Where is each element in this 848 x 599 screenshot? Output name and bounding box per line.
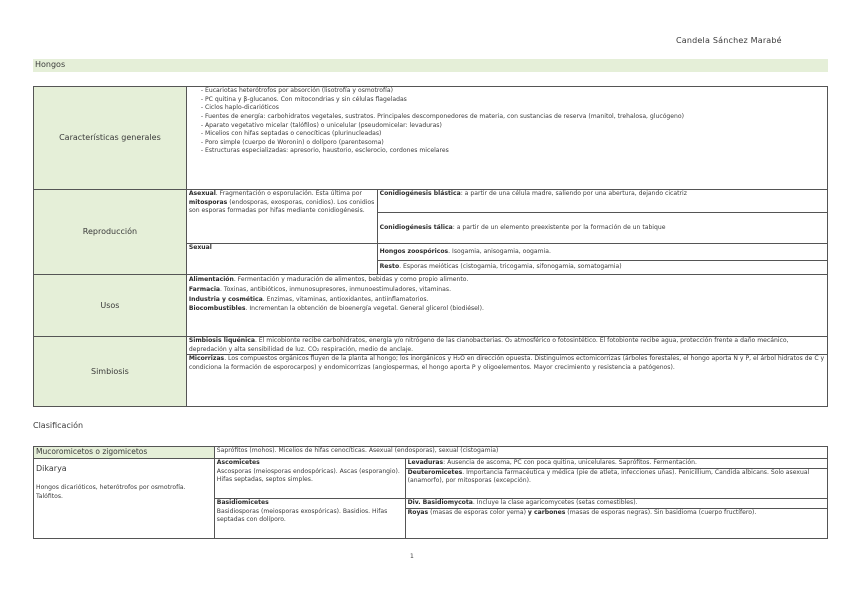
blastica-cell (377, 190, 827, 213)
dikarya-description: Hongos dicarióticos, heterótrofos por osmotrofía. Talófitos. (36, 484, 186, 500)
zoosporicos-text: . Isogamia, anisogamia, oogamia. (448, 247, 551, 255)
carbones-text: (masas de esporas negras). Sin basidioma (cuerpo fructífero). (565, 508, 757, 516)
sexual-cell (186, 244, 377, 275)
usos-item (189, 304, 825, 314)
liquenica-block (187, 337, 827, 355)
usos-heading: Biocombustibles (188, 305, 246, 313)
usos-cell (186, 275, 827, 337)
zoosporicos-heading: Hongos zoospóricos (379, 247, 449, 255)
list-item: - Eucariotas heterótrofos por absorción (lisotrofía y osmotrofía) (201, 87, 825, 96)
section-header (33, 59, 828, 72)
list-item: - Poro simple (cuerpo de Woronin) o dolíporo (parentesoma) (201, 139, 825, 148)
levaduras-block (406, 459, 827, 469)
royas-heading: Royas (407, 508, 429, 516)
ascomicetes-heading: Ascomicetes (216, 459, 260, 466)
simbiosis-label: Simbiosis (34, 337, 187, 407)
sexual-heading: Sexual (188, 244, 212, 251)
deuteromicetes-heading: Deuteromicetes (407, 468, 463, 476)
mucoromicetos-label: Mucoromicetos o zigomicetos (34, 447, 215, 459)
liquenica-heading: Simbiosis liquénica (188, 337, 255, 344)
usos-text: . Fermentación y maduración de alimentos, bebidas y como propio alimento. (233, 276, 469, 283)
asexual-cell (186, 190, 377, 244)
talica-heading: Conidiogénesis tálica (379, 223, 453, 231)
usos-item (189, 275, 825, 285)
usos-item (189, 285, 825, 295)
list-item: - Micelios con hifas septadas o cenocíticas (plurinucleadas) (201, 130, 825, 139)
caracteristicas-list (201, 87, 825, 156)
liquenica-text: . El micobionte recibe carbohidratos, energía y/o nitrógeno de las cianobacterias. O₂ atmosférico o fotosintético. El fotobionte recibe agua, protección frente a daño mecánico, depredación y alta sensibilidad de luz. CO₂ respiración, medio de anclaje. (188, 337, 789, 353)
blastica-heading: Conidiogénesis blástica (379, 190, 461, 197)
mitosporas-term: mitosporas (188, 198, 228, 206)
author-name: Candela Sánchez Marabé (676, 36, 782, 45)
ascomicetes-text: Ascosporas (meiosporas endospóricas). Ascas (esporangio). Hifas septadas, septos simples. (216, 467, 400, 484)
deuteromicetes-text: . Importancia farmacéutica y médica (pie de atleta, infecciones uñas). Penicillium, Candida albicans. Solo asexual (anamorfo), por mitosporas (excepción). (407, 468, 810, 485)
deuteromicetes-block (406, 469, 827, 486)
talica-cell (377, 213, 827, 244)
talica-text: : a partir de un elemento preexistente por la formación de un tabique (452, 223, 666, 231)
ascomicetes-subgroups (405, 459, 827, 499)
resto-cell (377, 261, 827, 275)
asexual-heading: Asexual (188, 190, 216, 197)
list-item: - Aparato vegetativo micelar (talófilos) o unicelular (pseudomicelar: levaduras) (201, 122, 825, 131)
basidiomicetes-subgroups (405, 499, 827, 539)
zoosporicos-cell (377, 244, 827, 261)
ascomicetes-cell (214, 459, 405, 499)
resto-heading: Resto (379, 263, 400, 271)
micorrizas-text: . Los compuestos orgánicos fluyen de la planta al hongo; los inorgánicos y H₂O en dirección opuesta. Distinguimos ectomicorrizas (árboles forestales, el hongo aporta N y P, el árbol hidratos de C y condiciona la formación de esporocarpos) y endomicorrizas (angiospermas, el hongo aporta P y oligoelementos. Mayor crecimiento y resistencia a patógenos). (188, 355, 825, 371)
usos-label: Usos (34, 275, 187, 337)
basidiomycota-heading: Div. Basidiomycota (407, 499, 473, 506)
caracteristicas-label: Características generales (34, 87, 187, 190)
basidiomycota-text: . Incluye la clase agaricomycetes (setas comestibles). (472, 499, 638, 506)
page-number: 1 (410, 553, 414, 560)
asexual-text: . Fragmentación o esporulación. Esta última por (215, 190, 363, 197)
dikarya-cell (34, 459, 215, 539)
royas-text: (masas de esporas color yema) (428, 508, 528, 516)
resto-text: . Esporas meióticas (cistogamia, tricogamia, sifonogamia, somatogamia) (399, 263, 622, 271)
micorrizas-block (187, 355, 827, 372)
basidiomycota-block (406, 499, 827, 509)
usos-text: . Toxinas, antibióticos, inmunosupresores, inmunoestimuladores, vitaminas. (220, 285, 452, 293)
caracteristicas-cell (186, 87, 827, 190)
reproduccion-label: Reproducción (34, 190, 187, 275)
hongos-table (33, 86, 828, 407)
list-item: - Fuentes de energía: carbohidratos vegetales, sustratos. Principales descomponedores de materia, con sustancias de reserva (manitol, trehalosa, glucógeno) (201, 113, 825, 122)
list-item: - PC quitina y β-glucanos. Con mitocondrias y sin células flageladas (201, 96, 825, 105)
usos-text: . Enzimas, vitaminas, antioxidantes, antiinflamatorios. (262, 295, 429, 303)
asexual-text-2: (endosporas, exosporas, conidios). Los conidios son esporas formadas por hifas mediante conidiogénesis. (188, 198, 375, 215)
basidiomicetes-heading: Basidiomicetes (216, 499, 269, 506)
usos-text: . Incrementan la obtención de bioenergía vegetal. General glicerol (biodiésel). (245, 305, 484, 313)
blastica-text: : a partir de una célula madre, saliendo por una abertura, dejando cicatriz (460, 190, 687, 197)
list-item: - Estructuras especializadas: apresorio, haustorio, esclerocio, cordones micelares (201, 147, 825, 156)
usos-heading: Industria y cosmética (188, 295, 263, 303)
list-item: - Ciclos haplo-dicarióticos (201, 104, 825, 113)
basidiomicetes-cell (214, 499, 405, 539)
usos-item (189, 295, 825, 305)
micorrizas-heading: Micorrizas (188, 355, 225, 363)
simbiosis-cell (186, 337, 827, 407)
levaduras-heading: Levaduras (407, 459, 444, 466)
basidiomicetes-text: Basidiosporas (meiosporas exospóricas). Basidios. Hifas septadas con dolíporo. (216, 507, 388, 524)
usos-heading: Farmacia (188, 285, 221, 293)
usos-heading: Alimentación (188, 276, 234, 283)
dikarya-label: Dikarya (36, 464, 67, 473)
section-title: Hongos (35, 60, 66, 69)
royas-block (406, 509, 827, 518)
carbones-heading: y carbones (527, 508, 566, 516)
levaduras-text: : Ausencia de ascoma, PC con poca quitina, unicelulares. Saprófitos. Fermentación. (443, 459, 697, 466)
clasificacion-title: Clasificación (33, 421, 84, 430)
clasificacion-table (33, 446, 828, 539)
mucoromicetos-text: Saprófitos (mohos). Micelios de hifas cenocíticas. Asexual (endosporas), sexual (cistogamia) (214, 447, 827, 459)
